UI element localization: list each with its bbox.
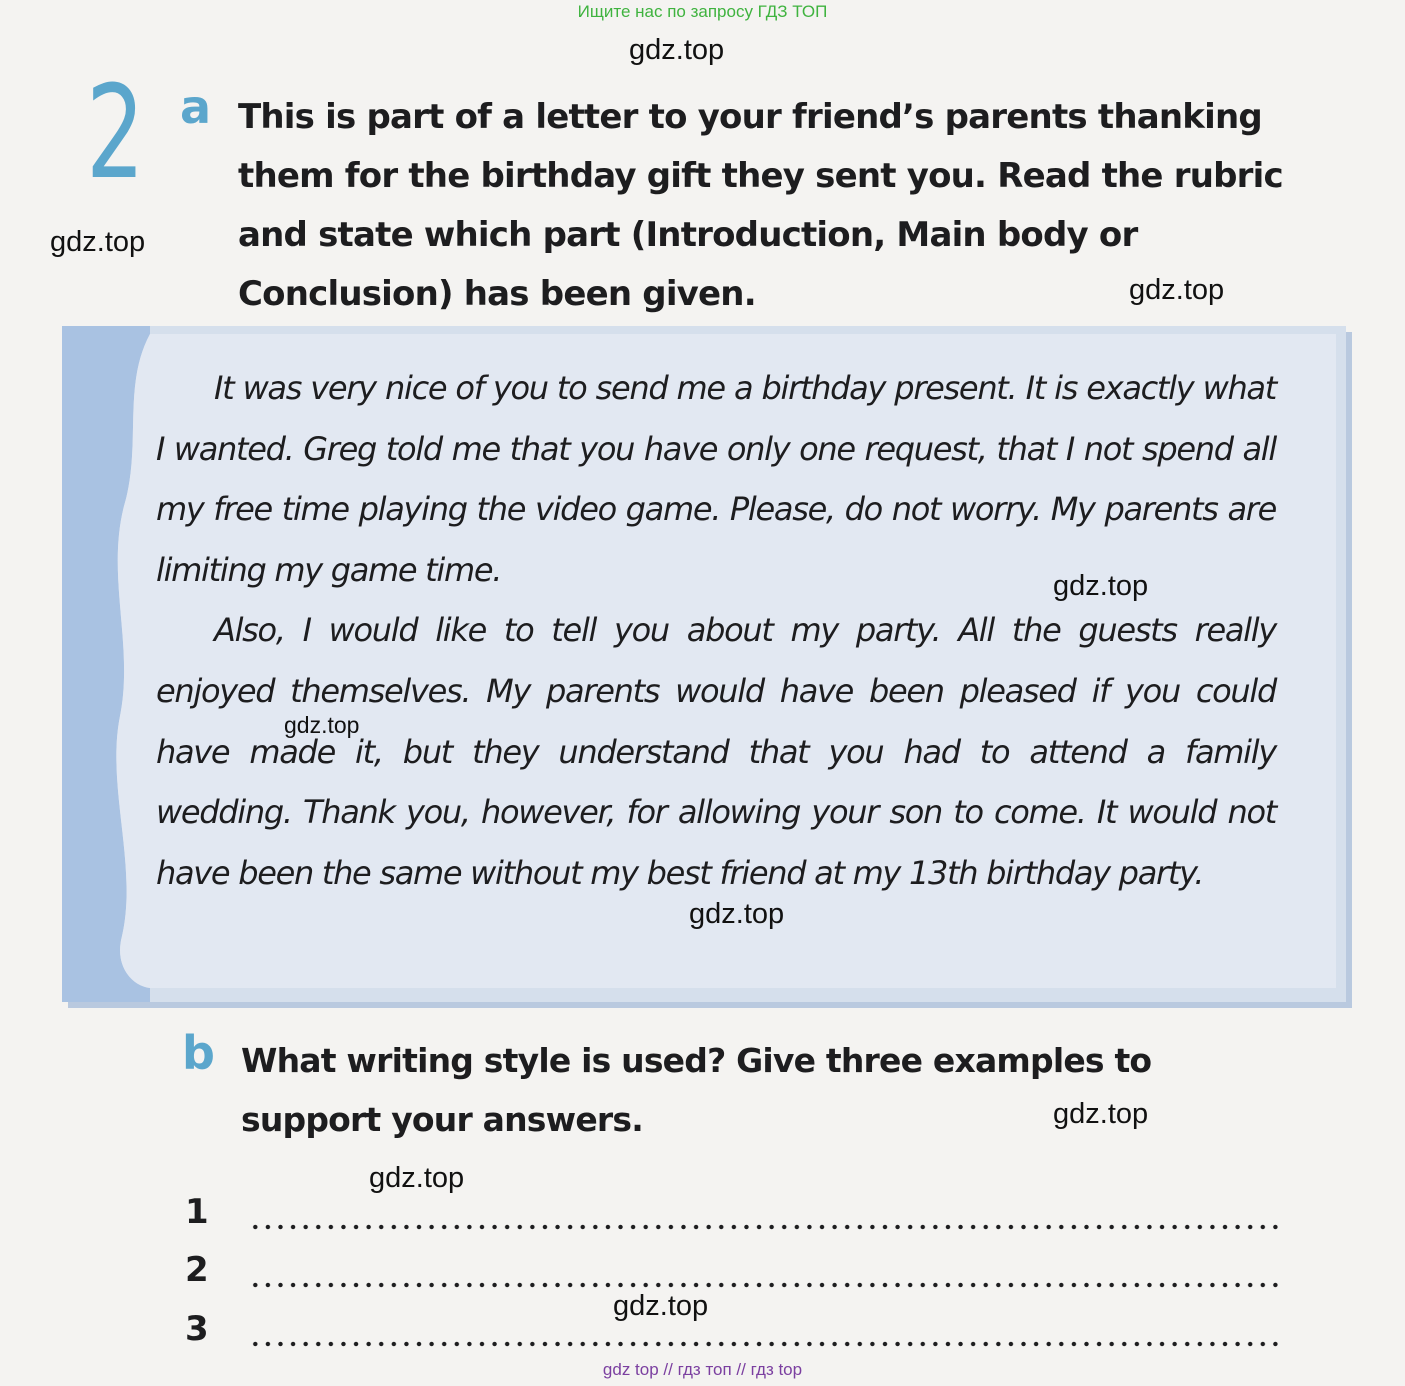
answer-number: 1 <box>185 1192 209 1232</box>
answer-number: 2 <box>185 1250 209 1290</box>
answer-number: 3 <box>185 1309 209 1349</box>
watermark: gdz.top <box>613 1290 709 1322</box>
watermark: gdz.top <box>629 34 725 66</box>
bottom-banner: gdz top // гдз топ // гдз top <box>602 1360 803 1379</box>
answer-line-3[interactable] <box>185 1309 1285 1349</box>
watermark: gdz.top <box>1053 1098 1149 1130</box>
part-a-letter: a <box>180 80 212 134</box>
exercise-number: 2 <box>86 59 145 208</box>
watermark: gdz.top <box>689 898 785 930</box>
watermark: gdz.top <box>50 226 146 258</box>
watermark: gdz.top <box>369 1162 465 1194</box>
top-banner: Ищите нас по запросу ГДЗ ТОП <box>577 2 828 21</box>
part-b-letter: b <box>182 1026 215 1080</box>
letter-paragraph-1: It was very nice of you to send me a birthday present. It is exactly what I wanted. Greg told me that you have only one request, that I not spend all my free time playing the video game. Please, do not worry. My parents are limiting my game time. <box>156 369 1276 589</box>
answer-line-2[interactable] <box>185 1250 1285 1290</box>
part-b-question: What writing style is used? Give three examples to support your answers. <box>241 1041 1152 1139</box>
letter-text <box>156 358 1276 903</box>
watermark: gdz.top <box>1053 570 1149 602</box>
letter-paragraph-2: Also, I would like to tell you about my party. All the guests really enjoyed themselves. My parents would have been pleased if you could have made it, but they understand that you had to attend a family wedding. Thank you, however, for allowing your son to come. It would not have been the same without my best friend at my 13th birthday party. <box>156 611 1276 892</box>
answer-line-1[interactable] <box>185 1192 1285 1232</box>
answer-dotted-line[interactable] <box>249 1224 1279 1230</box>
answer-dotted-line[interactable] <box>249 1282 1279 1288</box>
part-a-rubric: This is part of a letter to your friend’s parents thanking them for the birthday gift they sent you. Read the rubric and state which part (Introduction, Main body or Conclusion) has been given. <box>238 97 1283 314</box>
answer-dotted-line[interactable] <box>249 1341 1279 1347</box>
watermark: gdz.top <box>1129 274 1225 306</box>
watermark: gdz.top <box>284 712 360 738</box>
